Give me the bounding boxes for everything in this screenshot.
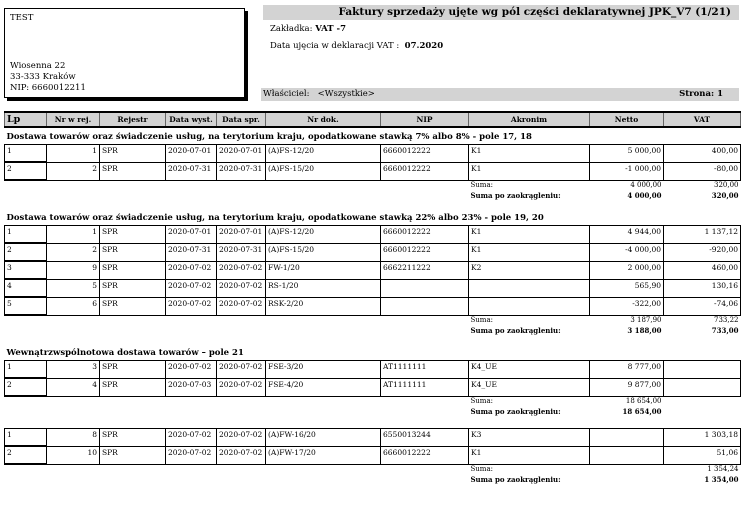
empty-cell (47, 315, 100, 325)
report-title: Faktury sprzedaży ujęte wg pól części deklaratywnej JPK_V7 (1/21) (263, 5, 739, 20)
cell-lp: 3 (5, 261, 47, 279)
table-row (5, 261, 741, 279)
empty-cell (381, 190, 469, 200)
empty-cell (381, 180, 469, 190)
empty-cell (100, 315, 166, 325)
cell-data-spr-: 2020-07-02 (217, 279, 266, 297)
empty-cell (266, 190, 381, 200)
cell-nr-dok-: FSE-4/20 (266, 378, 381, 396)
sum-rounded-vat (664, 406, 741, 416)
cell-nr-w-rej-: 5 (47, 279, 100, 297)
empty-cell (266, 180, 381, 190)
empty-cell (381, 315, 469, 325)
cell-nr-dok-: (A)FS-15/20 (266, 243, 381, 261)
cell-rejestr: SPR (100, 446, 166, 464)
cell-vat: -920,00 (664, 243, 741, 261)
empty-cell (217, 464, 266, 474)
col-nr-dok: Nr dok. (266, 112, 381, 127)
empty-cell (266, 325, 381, 335)
spacer-cell (5, 416, 741, 428)
cell-data-spr-: 2020-07-02 (217, 378, 266, 396)
cell-akronim: K1 (469, 446, 590, 464)
date-info (270, 41, 443, 51)
cell-vat (664, 378, 741, 396)
empty-cell (217, 474, 266, 484)
empty-cell (217, 180, 266, 190)
empty-cell (5, 396, 47, 406)
cell-data-spr-: 2020-07-02 (217, 297, 266, 315)
empty-cell (100, 190, 166, 200)
tab-value: VAT -7 (315, 24, 346, 34)
sum-rounded-netto (590, 474, 664, 484)
cell-netto: 5 000,00 (590, 144, 664, 162)
section-title: Dostawa towarów oraz świadczenie usług, na terytorium kraju, opodatkowane stawką 7% albo 8% - pole 17, 18 (6, 132, 532, 143)
sum-rounded-netto: 3 188,00 (627, 325, 662, 335)
cell-akronim: K1 (469, 225, 590, 243)
sum-row (5, 315, 741, 325)
cell-akronim: K2 (469, 261, 590, 279)
cell-akronim (469, 297, 590, 315)
tab-info (270, 24, 346, 34)
cell-nr-w-rej-: 1 (47, 144, 100, 162)
page-number: Strona: 1 (679, 89, 723, 99)
empty-cell (166, 406, 217, 416)
sum-vat: 733,22 (714, 316, 739, 325)
empty-cell (217, 190, 266, 200)
col-data-wyst: Data wyst. (166, 112, 217, 127)
table-row (5, 360, 741, 378)
empty-cell (47, 396, 100, 406)
section-title: Dostawa towarów oraz świadczenie usług, na terytorium kraju, opodatkowane stawką 22% albo 23% - pole 19, 20 (6, 212, 544, 223)
cell-nr-dok-: FW-1/20 (266, 261, 381, 279)
cell-lp: 2 (5, 243, 47, 261)
sum-label: Suma: (470, 316, 493, 325)
cell-nr-w-rej-: 2 (47, 162, 100, 180)
owner-value: <Wszystkie> (317, 89, 375, 99)
cell-netto: 565,90 (590, 279, 664, 297)
cell-nr-dok-: (A)FS-15/20 (266, 162, 381, 180)
cell-netto: -322,00 (590, 297, 664, 315)
cell-nr-w-rej-: 6 (47, 297, 100, 315)
sum-row (5, 180, 741, 190)
company-name: TEST (10, 13, 34, 23)
cell-lp: 1 (5, 225, 47, 243)
cell-nr-dok-: (A)FW-16/20 (266, 428, 381, 446)
table-row (5, 446, 741, 464)
date-label: Data ujęcia w deklaracji VAT : (270, 41, 400, 51)
cell-akronim: K3 (469, 428, 590, 446)
table-header (5, 112, 741, 127)
cell-lp: 4 (5, 279, 47, 297)
empty-cell (166, 325, 217, 335)
owner-bar (261, 88, 739, 101)
sum-netto (590, 464, 664, 474)
sum-rounded-vat: 320,00 (711, 190, 739, 200)
cell-akronim: K1 (469, 144, 590, 162)
cell-nr-w-rej-: 4 (47, 378, 100, 396)
cell-vat: -74,06 (664, 297, 741, 315)
cell-vat: 51,06 (664, 446, 741, 464)
empty-cell (100, 406, 166, 416)
sum-rounded-netto: 18 654,00 (622, 406, 662, 416)
cell-nr-w-rej-: 9 (47, 261, 100, 279)
sum-rounded-row (5, 406, 741, 416)
cell-nip: 6660012222 (381, 144, 469, 162)
cell-vat: -80,00 (664, 162, 741, 180)
cell-lp: 2 (5, 446, 47, 464)
cell-nr-w-rej-: 10 (47, 446, 100, 464)
cell-data-wyst-: 2020-07-01 (166, 144, 217, 162)
sum-rounded-netto: 4 000,00 (627, 190, 662, 200)
cell-vat: 1 137,12 (664, 225, 741, 243)
sum-rounded-vat: 1 354,00 (704, 474, 739, 484)
empty-cell (266, 315, 381, 325)
cell-data-spr-: 2020-07-01 (217, 225, 266, 243)
cell-nip: AT1111111 (381, 378, 469, 396)
empty-cell (47, 406, 100, 416)
cell-nr-w-rej-: 1 (47, 225, 100, 243)
cell-lp: 2 (5, 378, 47, 396)
cell-akronim: K4_UE (469, 360, 590, 378)
section-spacer (5, 416, 741, 428)
empty-cell (100, 325, 166, 335)
empty-cell (266, 464, 381, 474)
empty-cell (5, 180, 47, 190)
empty-cell (217, 406, 266, 416)
cell-data-wyst-: 2020-07-03 (166, 378, 217, 396)
empty-cell (217, 325, 266, 335)
empty-cell (217, 396, 266, 406)
empty-cell (47, 474, 100, 484)
gap-cell (5, 335, 741, 343)
empty-cell (381, 464, 469, 474)
cell-data-wyst-: 2020-07-02 (166, 279, 217, 297)
empty-cell (266, 474, 381, 484)
cell-data-spr-: 2020-07-02 (217, 446, 266, 464)
sum-netto: 4 000,00 (630, 181, 662, 190)
empty-cell (5, 315, 47, 325)
cell-nr-dok-: RSK-2/20 (266, 297, 381, 315)
section-gap (5, 335, 741, 343)
sum-rounded-label: Suma po zaokrągleniu: (470, 474, 561, 484)
empty-cell (100, 180, 166, 190)
cell-data-spr-: 2020-07-02 (217, 360, 266, 378)
empty-cell (166, 474, 217, 484)
sum-vat (664, 396, 741, 406)
empty-cell (381, 406, 469, 416)
cell-rejestr: SPR (100, 162, 166, 180)
sum-rounded-label: Suma po zaokrągleniu: (470, 325, 561, 335)
date-value: 07.2020 (404, 41, 444, 51)
cell-nr-dok-: (A)FW-17/20 (266, 446, 381, 464)
section-header (5, 127, 741, 144)
section-gap (5, 200, 741, 208)
sum-rounded-row (5, 190, 741, 200)
sum-netto: 3 187,90 (630, 316, 662, 325)
cell-vat: 1 303,18 (664, 428, 741, 446)
cell-nip: 6660012222 (381, 243, 469, 261)
cell-rejestr: SPR (100, 360, 166, 378)
cell-data-wyst-: 2020-07-02 (166, 261, 217, 279)
cell-nr-w-rej-: 3 (47, 360, 100, 378)
cell-netto: 9 877,00 (590, 378, 664, 396)
col-nip: NIP (381, 112, 469, 127)
cell-netto: 2 000,00 (590, 261, 664, 279)
empty-cell (100, 396, 166, 406)
empty-cell (381, 325, 469, 335)
company-info-box (4, 8, 245, 98)
cell-nr-dok-: RS-1/20 (266, 279, 381, 297)
cell-vat (664, 360, 741, 378)
empty-cell (5, 464, 47, 474)
empty-cell (47, 464, 100, 474)
cell-netto: -1 000,00 (590, 162, 664, 180)
sum-rounded-row (5, 474, 741, 484)
cell-nr-dok-: FSE-3/20 (266, 360, 381, 378)
sum-vat: 1 354,24 (707, 465, 739, 474)
sum-rounded-label: Suma po zaokrągleniu: (470, 406, 561, 416)
empty-cell (266, 406, 381, 416)
cell-rejestr: SPR (100, 225, 166, 243)
cell-netto (590, 446, 664, 464)
col-rejestr: Rejestr (100, 112, 166, 127)
empty-cell (266, 396, 381, 406)
col-netto: Netto (590, 112, 664, 127)
cell-lp: 1 (5, 360, 47, 378)
empty-cell (100, 464, 166, 474)
cell-nip (381, 297, 469, 315)
cell-data-wyst-: 2020-07-02 (166, 360, 217, 378)
empty-cell (47, 325, 100, 335)
sum-rounded-vat: 733,00 (711, 325, 739, 335)
empty-cell (166, 315, 217, 325)
table-row (5, 428, 741, 446)
empty-cell (166, 396, 217, 406)
cell-vat: 130,16 (664, 279, 741, 297)
cell-netto: 8 777,00 (590, 360, 664, 378)
cell-akronim: K1 (469, 243, 590, 261)
cell-akronim: K4_UE (469, 378, 590, 396)
cell-nr-dok-: (A)FS-12/20 (266, 225, 381, 243)
empty-cell (166, 180, 217, 190)
company-street: Wiosenna 22 (10, 61, 66, 71)
section-header (5, 343, 741, 360)
cell-data-wyst-: 2020-07-31 (166, 243, 217, 261)
cell-data-spr-: 2020-07-31 (217, 243, 266, 261)
cell-data-wyst-: 2020-07-01 (166, 225, 217, 243)
owner-label: Właściciel: (263, 89, 310, 99)
section-title: Wewnątrzwspólnotowa dostawa towarów – pole 21 (6, 347, 244, 358)
cell-nip: 6660012222 (381, 162, 469, 180)
table-row (5, 162, 741, 180)
table-row (5, 243, 741, 261)
company-city: 33-333 Kraków (10, 72, 76, 82)
sum-label: Suma: (470, 465, 493, 474)
sum-rounded-label: Suma po zaokrągleniu: (470, 190, 561, 200)
company-nip: NIP: 6660012211 (10, 83, 86, 93)
sum-row (5, 464, 741, 474)
sum-netto: 18 654,00 (625, 397, 662, 406)
cell-akronim: K1 (469, 162, 590, 180)
empty-cell (5, 406, 47, 416)
empty-cell (5, 325, 47, 335)
cell-lp: 5 (5, 297, 47, 315)
empty-cell (5, 190, 47, 200)
cell-lp: 1 (5, 428, 47, 446)
cell-nr-w-rej-: 8 (47, 428, 100, 446)
cell-netto: -4 000,00 (590, 243, 664, 261)
sum-vat: 320,00 (714, 181, 739, 190)
cell-lp: 1 (5, 144, 47, 162)
cell-lp: 2 (5, 162, 47, 180)
table-row (5, 144, 741, 162)
cell-akronim (469, 279, 590, 297)
sum-label: Suma: (470, 397, 493, 406)
cell-nip: 6662211222 (381, 261, 469, 279)
cell-nip: 6550013244 (381, 428, 469, 446)
cell-data-wyst-: 2020-07-02 (166, 446, 217, 464)
cell-rejestr: SPR (100, 261, 166, 279)
empty-cell (100, 474, 166, 484)
cell-nip: 6660012222 (381, 225, 469, 243)
cell-nip (381, 279, 469, 297)
cell-rejestr: SPR (100, 378, 166, 396)
cell-nip: AT1111111 (381, 360, 469, 378)
empty-cell (217, 315, 266, 325)
empty-cell (5, 474, 47, 484)
empty-cell (166, 464, 217, 474)
table-row (5, 378, 741, 396)
cell-data-wyst-: 2020-07-02 (166, 428, 217, 446)
section-header (5, 208, 741, 225)
cell-netto: 4 944,00 (590, 225, 664, 243)
cell-nr-w-rej-: 2 (47, 243, 100, 261)
col-nr-rej: Nr w rej. (47, 112, 100, 127)
cell-vat: 460,00 (664, 261, 741, 279)
empty-cell (381, 396, 469, 406)
cell-nr-dok-: (A)FS-12/20 (266, 144, 381, 162)
empty-cell (381, 474, 469, 484)
empty-cell (47, 190, 100, 200)
cell-rejestr: SPR (100, 428, 166, 446)
empty-cell (47, 180, 100, 190)
cell-rejestr: SPR (100, 279, 166, 297)
col-lp: Lp (5, 112, 47, 127)
cell-data-spr-: 2020-07-02 (217, 428, 266, 446)
cell-data-spr-: 2020-07-31 (217, 162, 266, 180)
cell-data-spr-: 2020-07-02 (217, 261, 266, 279)
cell-netto (590, 428, 664, 446)
cell-data-wyst-: 2020-07-31 (166, 162, 217, 180)
gap-cell (5, 200, 741, 208)
cell-rejestr: SPR (100, 297, 166, 315)
tab-label: Zakładka: (270, 24, 313, 34)
cell-rejestr: SPR (100, 243, 166, 261)
cell-data-wyst-: 2020-07-02 (166, 297, 217, 315)
table-row (5, 279, 741, 297)
cell-nip: 6660012222 (381, 446, 469, 464)
table-row (5, 225, 741, 243)
table-row (5, 297, 741, 315)
cell-vat: 400,00 (664, 144, 741, 162)
empty-cell (166, 190, 217, 200)
sum-label: Suma: (470, 181, 493, 190)
col-data-spr: Data spr. (217, 112, 266, 127)
sum-row (5, 396, 741, 406)
col-vat: VAT (664, 112, 741, 127)
cell-rejestr: SPR (100, 144, 166, 162)
invoice-table (4, 111, 741, 484)
sum-rounded-row (5, 325, 741, 335)
col-akronim: Akronim (469, 112, 590, 127)
cell-data-spr-: 2020-07-01 (217, 144, 266, 162)
